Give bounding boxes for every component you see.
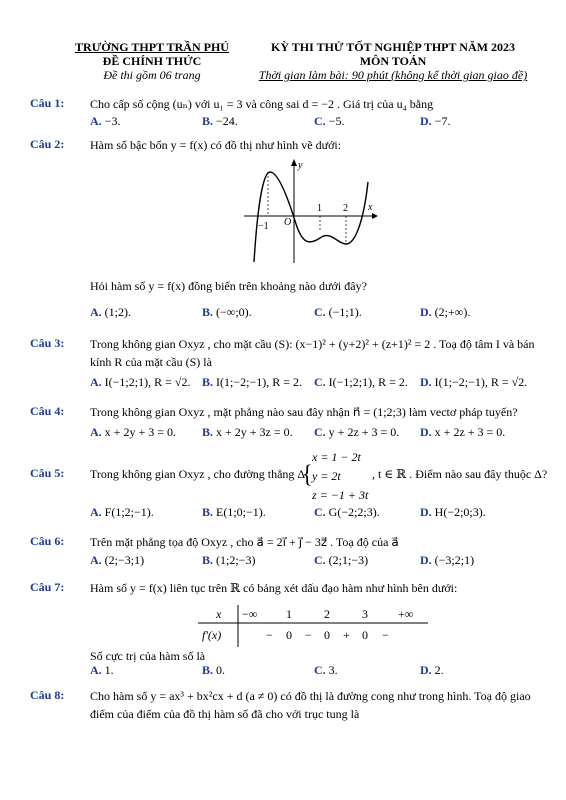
q1-text: Cho cấp số cộng (uₙ) với u₁ = 3 và công sai d = −2 . Giá trị của u₄ bằng <box>90 97 434 111</box>
q5-option-d[interactable]: D. H(−2;0;3). <box>420 505 486 519</box>
q5-option-b[interactable]: B. E(1;0;−1). <box>202 505 266 519</box>
q6-label: Câu 6: <box>30 534 65 548</box>
sign-3: 0 <box>324 628 330 642</box>
q2-label: Câu 2: <box>30 137 65 151</box>
sign-6: − <box>382 628 389 642</box>
time-limit: Thời gian làm bài: 90 phút (không kể thời gian giao đề) <box>258 68 528 82</box>
x-val-1: 1 <box>286 607 292 621</box>
y-axis-arrow <box>291 159 297 166</box>
q4-label: Câu 4: <box>30 404 65 418</box>
tick-neg1: −1 <box>258 221 269 232</box>
q4-text: Trong không gian Oxyz , mặt phẳng nào sau đây nhận n⃗ = (1;2;3) làm vectơ pháp tuyến? <box>90 405 518 419</box>
q4-option-c[interactable]: C. y + 2z + 3 = 0. <box>314 425 400 439</box>
q6-option-b[interactable]: B. (1;2;−3) <box>202 553 256 567</box>
q3-option-c[interactable]: C. I(−1;2;1), R = 2. <box>314 375 408 389</box>
q6-option-c[interactable]: C. (2;1;−3) <box>314 553 369 567</box>
q3-text: Trong không gian Oxyz , cho mặt cầu (S): (x−1)² + (y+2)² + (z+1)² = 2 . Toạ độ tâm I và bán <box>90 337 535 351</box>
origin-label: O <box>284 217 292 228</box>
system-brace: { <box>302 459 313 488</box>
q6-option-a[interactable]: A. (2;−3;1) <box>90 553 145 567</box>
q4-option-a[interactable]: A. x + 2y + 3 = 0. <box>90 425 176 439</box>
q2-option-b[interactable]: B. (−∞;0). <box>202 305 252 319</box>
q1-option-a[interactable]: A. −3. <box>90 114 121 128</box>
curve <box>254 172 368 262</box>
line-system <box>312 448 368 505</box>
q4-option-d[interactable]: D. x + 2z + 3 = 0. <box>420 425 506 439</box>
eq-y: y = 2t <box>312 469 341 483</box>
q8-text: Cho hàm số y = ax³ + bx²cx + d (a ≠ 0) có đồ thị là đường cong như trong hình. Toạ độ giao <box>90 689 531 703</box>
tick-2: 2 <box>343 203 348 214</box>
q1-option-d[interactable]: D. −7. <box>420 114 451 128</box>
q6-option-d[interactable]: D. (−3;2;1) <box>420 553 475 567</box>
q3-label: Câu 3: <box>30 336 65 350</box>
q5-label: Câu 5: <box>30 466 65 480</box>
q7-option-b[interactable]: B. 0. <box>202 663 226 677</box>
x-axis-arrow <box>372 213 378 219</box>
sign-1: 0 <box>286 628 292 642</box>
school-name: TRƯỜNG THPT TRẦN PHÚ <box>75 40 229 54</box>
q7-option-c[interactable]: C. 3. <box>314 663 338 677</box>
y-label: y <box>298 160 303 171</box>
q4-option-b[interactable]: B. x + 2y + 3z = 0. <box>202 425 293 439</box>
q8-label: Câu 8: <box>30 688 65 702</box>
q5-option-a[interactable]: A. F(1;2;−1). <box>90 505 154 519</box>
q7-option-a[interactable]: A. 1. <box>90 663 114 677</box>
sign-table <box>198 605 428 647</box>
subject: MÔN TOÁN <box>359 54 427 68</box>
q7-label: Câu 7: <box>30 580 65 594</box>
sign-0: − <box>266 628 273 642</box>
sign-5: 0 <box>362 628 368 642</box>
q7-question: Số cực trị của hàm số là <box>90 649 206 663</box>
row-head-fprime: f'(x) <box>202 628 222 642</box>
q5-text: Trong không gian Oxyz , cho đường thẳng Δ: <box>90 467 309 481</box>
eq-z: z = −1 + 3t <box>312 488 369 502</box>
q3-text-cont: kính R của mặt cầu (S) là <box>90 355 212 369</box>
exam-title: KỲ THI THỬ TỐT NGHIỆP THPT NĂM 2023 <box>271 40 515 54</box>
sign-2: − <box>305 628 312 642</box>
q3-option-d[interactable]: D. I(1;−2;−1), R = √2. <box>420 375 528 389</box>
x-val-4: +∞ <box>398 607 414 621</box>
q1-option-b[interactable]: B. −24. <box>202 114 238 128</box>
q2-question: Hỏi hàm số y = f(x) đồng biến trên khoảng nào dưới đây? <box>90 279 367 293</box>
x-val-0: −∞ <box>242 607 258 621</box>
q3-option-b[interactable]: B. I(1;−2;−1), R = 2. <box>202 375 302 389</box>
page-count: Đề thi gồm 06 trang <box>103 68 201 82</box>
tick-1: 1 <box>317 203 322 214</box>
eq-x: x = 1 − 2t <box>312 450 361 464</box>
x-val-3: 3 <box>362 607 368 621</box>
q2-text: Hàm số bậc bốn y = f(x) có đồ thị như hình vẽ dưới: <box>90 138 342 152</box>
q3-option-a[interactable]: A. I(−1;2;1), R = √2. <box>90 375 191 389</box>
q6-text: Trên mặt phẳng tọa độ Oxyz , cho a⃗ = 2i⃗ + j⃗ − 3z⃗ . Toạ độ của a⃗ <box>90 535 399 549</box>
function-graph <box>240 158 380 268</box>
q2-option-c[interactable]: C. (−1;1). <box>314 305 362 319</box>
q2-option-d[interactable]: D. (2;+∞). <box>420 305 471 319</box>
x-label: x <box>368 202 373 213</box>
q7-option-d[interactable]: D. 2. <box>420 663 444 677</box>
q5-text-cont: , t ∈ ℝ . Điểm nào sau đây thuộc Δ? <box>372 467 548 481</box>
q5-option-c[interactable]: C. G(−2;2;3). <box>314 505 380 519</box>
sign-4: + <box>343 628 350 642</box>
row-head-x: x <box>216 607 222 621</box>
q1-option-c[interactable]: C. −5. <box>314 114 345 128</box>
q7-text: Hàm số y = f(x) liên tục trên ℝ có bảng xét dấu đạo hàm như hình bên dưới: <box>90 581 458 595</box>
q2-option-a[interactable]: A. (1;2). <box>90 305 131 319</box>
q1-label: Câu 1: <box>30 96 65 110</box>
q8-text-cont: điểm của điểm của đồ thị hàm số đã cho với trục tung là <box>90 707 360 721</box>
x-val-2: 2 <box>324 607 330 621</box>
official-label: ĐỀ CHÍNH THỨC <box>102 54 202 68</box>
